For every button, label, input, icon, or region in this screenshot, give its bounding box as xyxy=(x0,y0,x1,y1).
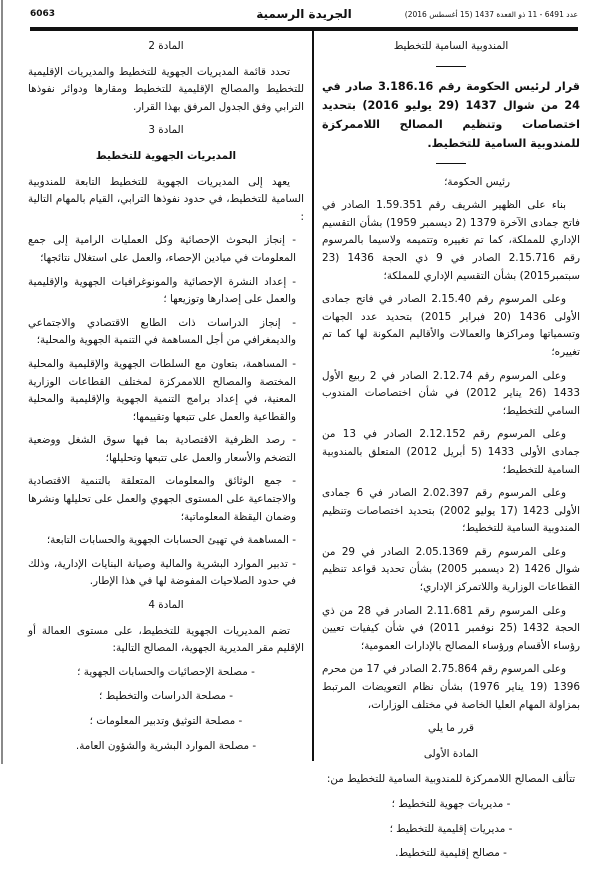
article-4-item: - مصلحة الموارد البشرية والشؤون العامة. xyxy=(75,739,257,752)
page-header xyxy=(30,8,578,24)
decides-heading: قرر ما يلي xyxy=(427,722,475,735)
article-3-subtitle: المديريات الجهوية للتخطيط xyxy=(95,149,237,162)
preamble-paragraph: وعلى المرسوم رقم 2.12.152 الصادر في 13 من جمادى الأولى 1433 (5 أبريل 2012) المتعلق بالمندوبية السامية للتخطيط؛ xyxy=(322,428,580,476)
article-2-title: المادة 2 xyxy=(148,40,184,52)
article-3-item: - المساهمة في تهيئ الحسابات الجهوية والحسابات التابعة؛ xyxy=(46,534,296,547)
preamble-paragraph: وعلى المرسوم رقم 2.11.681 الصادر في 28 من ذي الحجة 1432 (25 نوفمبر 2011) في شأن كيفيات تعيين رؤساء الأقسام ورؤساء المصالح بالإدارات العمومية؛ xyxy=(322,604,581,652)
article-4-item: - مصلحة التوثيق وتدبير المعلومات ؛ xyxy=(89,715,243,727)
article-4-title: المادة 4 xyxy=(148,599,184,612)
preamble-paragraph: وعلى المرسوم رقم 2.02.397 الصادر في 6 جمادى الأولى 1423 (17 يوليو 2002) بتحديد اختصاصات وتنظيم المندوبية السامية للتخطيط؛ xyxy=(322,487,580,535)
decree-title: قرار لرئيس الحكومة رقم 3.186.16 صادر في 24 من شوال 1437 (29 يوليو 2016) بتحديد اختصاصات وتنظيم المصالح اللاممركزة للمندوبية السامية للتخطيط. xyxy=(322,79,580,150)
article-3-item: - جمع الوثائق والمعلومات المتعلقة بالتنمية الاقتصادية والاجتماعية على المستوى الجهوي والعمل على تحليلها ونشرها وضمان اليقظة المعلوماتية؛ xyxy=(28,475,296,523)
article-1-item: - مصالح إقليمية للتخطيط. xyxy=(395,847,507,860)
article-1-intro: تتألف المصالح اللاممركزة للمندوبية السامية للتخطيط من: xyxy=(326,773,576,786)
article-3-intro: يعهد إلى المديريات الجهوية للتخطيط التابعة للمندوبية السامية للتخطيط، في حدود نفوذها الترابي، القيام بالمهام التالية : xyxy=(28,175,304,223)
article-3-item: - رصد الظرفية الاقتصادية بما فيها سوق الشغل ووضعية التضخم والأسعار والعمل على تتبعها وتحليلها؛ xyxy=(28,434,296,464)
separator xyxy=(436,66,466,67)
separator xyxy=(436,163,466,164)
article-1-item: - مديريات جهوية للتخطيط ؛ xyxy=(391,798,511,810)
preamble-paragraph: وعلى المرسوم رقم 2.05.1369 الصادر في 29 من شوال 1426 (2 ديسمبر 2005) بشأن تحديد قواعد تنظيم القطاعات الوزارية واللاتمركز الإداري؛ xyxy=(322,545,580,594)
article-2-text: تحدد قائمة المديريات الجهوية للتخطيط والمديريات الإقليمية للتخطيط والمصالح الإقليمية للتخطيط ومقارها ودوائر نفوذها الترابي وفق الجدول المرفق بهذا القرار. xyxy=(28,65,304,113)
article-3-item: - المساهمة، بتعاون مع السلطات الجهوية والإقليمية والمحلية المختصة والمصالح اللاممركزة لمختلف القطاعات الوزارية المعنية، في إعداد برامج التنمية الجهوية والإقليمية والمحلية والقطاعية والعمل على تتبعها وتقييمها؛ xyxy=(28,357,296,423)
article-3-item: - إنجاز الدراسات ذات الطابع الاقتصادي والاجتماعي والديمغرافي من أجل المساهمة في التنمية الجهوية والمحلية؛ xyxy=(28,316,296,347)
article-4-item: - مصلحة الدراسات والتخطيط ؛ xyxy=(98,690,234,703)
article-3-item: - إنجاز البحوث الإحصائية وكل العمليات الرامية إلى جمع المعلومات في ميادين الإحصاء، والعمل على استغلال نتائجها؛ xyxy=(28,234,296,264)
article-1-item: - مديريات إقليمية للتخطيط ؛ xyxy=(389,822,513,835)
preamble-paragraph: بناء على الظهير الشريف رقم 1.59.351 الصادر في فاتح جمادى الآخرة 1379 (2 ديسمبر 1959) بشأن التقسيم الإداري للمملكة، كما تم تغييره وتتميمه ولاسيما بالمرسوم رقم 2.15.716 الصادر في 9 ذي الحجة 1436 (23 سبتمبر2015) بشأن التقسيم الإداري للمملكة؛ xyxy=(322,199,581,282)
page-number: 6063 xyxy=(30,9,56,19)
article-4-intro: تضم المديريات الجهوية للتخطيط، على مستوى العمالة أو الإقليم مقر المديرية الجهوية، المصالح التالية: xyxy=(28,624,304,655)
gazette-title: الجريدة الرسمية xyxy=(256,7,352,21)
scan-edge xyxy=(1,0,3,764)
addressee: رئيس الحكومة؛ xyxy=(444,175,510,188)
right-column xyxy=(322,36,580,870)
article-3-item: - إعداد النشرة الإحصائية والمونوغرافيات الجهوية والإقليمية والعمل على إصدارها وتوزيعها ؛ xyxy=(28,275,296,306)
preamble-paragraph: وعلى المرسوم رقم 2.12.74 الصادر في 2 ربيع الأول 1433 (26 يناير 2012) في شأن اختصاصات المندوب السامي للتخطيط؛ xyxy=(322,369,580,417)
left-column xyxy=(28,36,304,762)
header-rule xyxy=(30,27,578,31)
column-divider xyxy=(312,31,314,761)
issue-info: عدد 6491 - 11 ذو القعدة 1437 (15 أغسطس 2016) xyxy=(404,10,578,19)
issuer-heading: المندوبية السامية للتخطيط xyxy=(393,40,509,52)
article-4-item: - مصلحة الإحصائيات والحسابات الجهوية ؛ xyxy=(77,665,255,678)
preamble-paragraph: وعلى المرسوم رقم 2.15.40 الصادر في فاتح جمادى الأولى 1436 (20 فبراير 2015) بتحديد عدد الجهات وتسمياتها ومراكزها والعمالات والأقاليم المكونة لها كما تم تغييره؛ xyxy=(322,293,580,358)
preamble-paragraph: وعلى المرسوم رقم 2.75.864 الصادر في 17 من محرم 1396 (19 يناير 1976) بشأن نظام التعويضات المرتبط بمزاولة المهام العليا الخاصة في مختلف الوزارات، xyxy=(322,663,580,711)
article-3-item: - تدبير الموارد البشرية والمالية وصيانة البنايات الإدارية، وذلك في حدود الصلاحيات المفوضة لها في هذا الإطار. xyxy=(28,557,296,588)
article-3-title: المادة 3 xyxy=(148,124,184,137)
article-1-title: المادة الأولى xyxy=(423,747,479,760)
